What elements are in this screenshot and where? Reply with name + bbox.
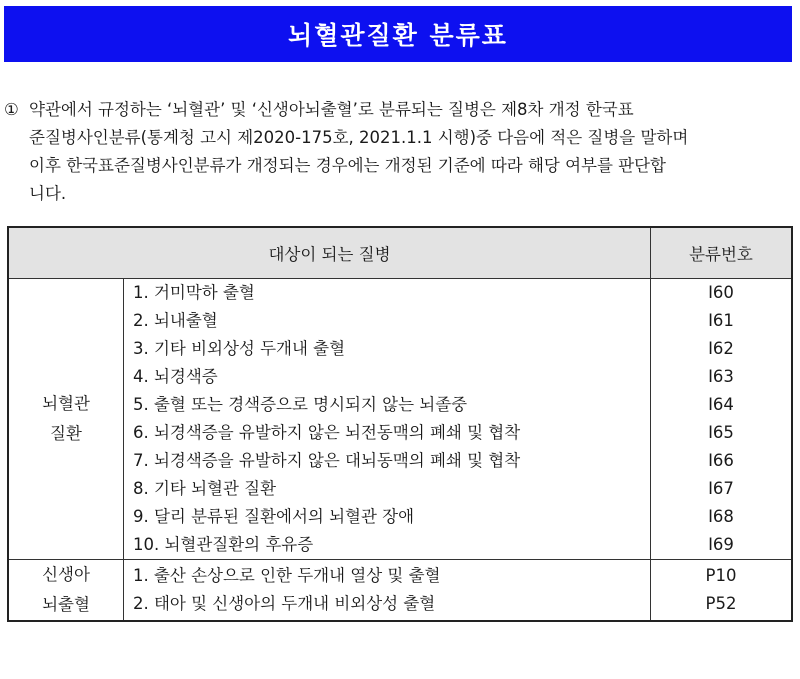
list-item: 7. 뇌경색증을 유발하지 않은 대뇌동맥의 폐쇄 및 협착	[133, 451, 521, 470]
list-item: 1. 출산 손상으로 인한 두개내 열상 및 출혈	[133, 566, 441, 585]
disease-list	[124, 279, 650, 559]
list-item: 2. 태아 및 신생아의 두개내 비외상성 출혈	[133, 594, 436, 613]
intro-line: 준질병사인분류(통계청 고시 제2020-175호, 2021.1.1 시행)중 다음에 적은 질병을 말하며	[29, 128, 689, 147]
list-item: 9. 달리 분류된 질환에서의 뇌혈관 장애	[133, 507, 415, 526]
page-title: 뇌혈관질환 분류표	[288, 21, 508, 50]
code-item: I69	[708, 535, 734, 554]
code-list	[651, 279, 791, 559]
list-item: 6. 뇌경색증을 유발하지 않은 뇌전동맥의 폐쇄 및 협착	[133, 423, 521, 442]
code-item: I61	[708, 311, 734, 330]
disease-list-cell	[124, 279, 651, 560]
code-item: I64	[708, 395, 734, 414]
disease-list	[124, 562, 650, 618]
category-label: 뇌혈관	[42, 394, 90, 413]
code-item: I65	[708, 423, 734, 442]
list-item: 8. 기타 뇌혈관 질환	[133, 479, 277, 498]
code-list-cell	[651, 560, 793, 622]
code-list	[651, 562, 791, 618]
group-row-neonatal	[8, 560, 792, 622]
intro-paragraph	[4, 96, 800, 208]
circled-number-marker: ①	[4, 100, 19, 119]
disease-list-cell	[124, 560, 651, 622]
header-code: 분류번호	[651, 227, 793, 279]
code-item: I60	[708, 283, 734, 302]
table-header-row	[8, 227, 792, 279]
intro-line: 니다.	[29, 184, 67, 203]
code-item: I67	[708, 479, 734, 498]
classification-table	[7, 226, 793, 622]
code-item: I68	[708, 507, 734, 526]
title-bar	[4, 6, 792, 62]
intro-line-text: 약관에서 규정하는 ‘뇌혈관’ 및 ‘신생아뇌출혈’로 분류되는 질병은 제8차 개정 한국표	[29, 100, 634, 119]
category-label: 질환	[50, 424, 82, 443]
code-item: I62	[708, 339, 734, 358]
code-list-cell	[651, 279, 793, 560]
list-item: 4. 뇌경색증	[133, 367, 218, 386]
list-item: 2. 뇌내출혈	[133, 311, 218, 330]
intro-line: 이후 한국표준질병사인분류가 개정되는 경우에는 개정된 기준에 따라 해당 여부를 판단합	[29, 156, 666, 175]
code-item: P52	[705, 594, 737, 613]
list-item: 10. 뇌혈관질환의 후유증	[133, 535, 314, 554]
category-label: 신생아	[42, 565, 90, 584]
code-item: I66	[708, 451, 734, 470]
category-cell	[8, 279, 124, 560]
category-cell	[8, 560, 124, 622]
header-disease: 대상이 되는 질병	[8, 227, 651, 279]
group-row-cerebrovascular	[8, 279, 792, 560]
list-item: 1. 거미막하 출혈	[133, 283, 255, 302]
list-item: 3. 기타 비외상성 두개내 출혈	[133, 339, 346, 358]
category-label: 뇌출혈	[42, 595, 90, 614]
code-item: P10	[705, 566, 737, 585]
code-item: I63	[708, 367, 734, 386]
list-item: 5. 출혈 또는 경색증으로 명시되지 않는 뇌졸중	[133, 395, 468, 414]
intro-line	[4, 96, 800, 124]
